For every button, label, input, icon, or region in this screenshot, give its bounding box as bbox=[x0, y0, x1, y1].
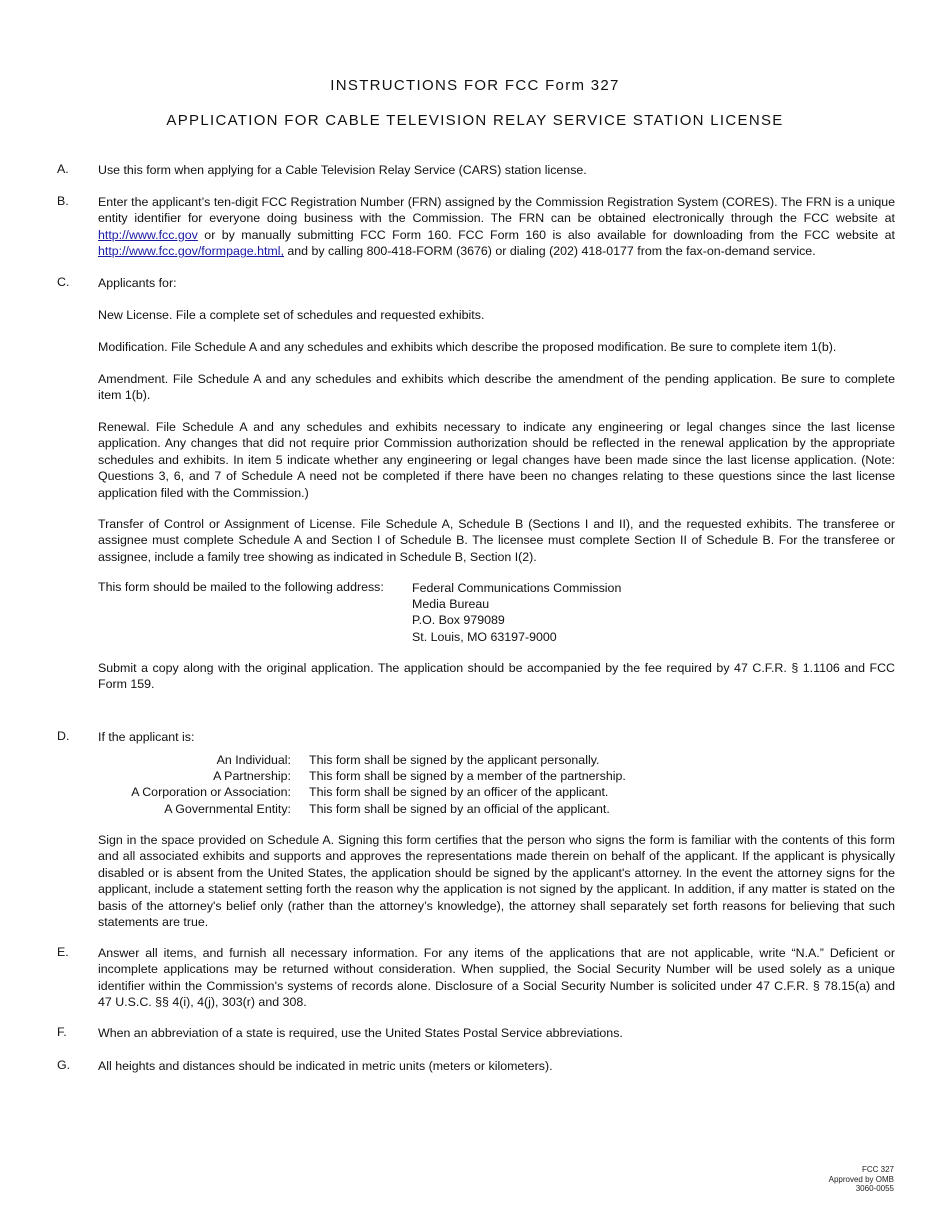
item-letter-b: B. bbox=[57, 194, 69, 208]
item-b-text bbox=[98, 194, 895, 260]
item-c-amendment: Amendment. File Schedule A and any schedules and exhibits which describe the amendment of the pending application. Be sure to complete item 1(b). bbox=[98, 372, 895, 403]
signer-role: A Governmental Entity: bbox=[164, 801, 291, 816]
item-c-submit: Submit a copy along with the original application. The application should be accompanied by the fee required by 47 C.F.R. § 1.1106 and FCC Form 159. bbox=[98, 661, 895, 692]
item-c-new-license: New License. File a complete set of schedules and requested exhibits. bbox=[98, 308, 485, 322]
form-footer bbox=[829, 1165, 894, 1194]
signer-row bbox=[98, 801, 626, 817]
item-c-renewal: Renewal. File Schedule A and any schedules and exhibits necessary to indicate any engineering or legal changes since the last license application. Any changes that did not require prior Commission authorization should be reflected in the renewal application by the appropriate schedules and exhibits. In item 5 indicate whether any engineering or legal changes have been made since the last license application. (Note: Questions 3, 6, and 7 of Schedule A need not be completed if there have been no changes relating to these questions since the last license application filed with the Commission.) bbox=[98, 420, 895, 500]
item-letter-c: C. bbox=[57, 275, 70, 289]
signer-row bbox=[98, 752, 626, 768]
item-c-transfer: Transfer of Control or Assignment of License. File Schedule A, Schedule B (Sections I and II), and the requested exhibits. The transferee or assignee must complete Schedule A and Section I of Schedule B. The licensee must complete Section II of Schedule B. For the transferee or assignee, include a family tree showing as indicated in Schedule B, Section I(2). bbox=[98, 517, 895, 564]
signer-role: A Partnership: bbox=[213, 769, 291, 784]
signer-rule: This form shall be signed by the applicant personally. bbox=[309, 753, 600, 767]
address-line: St. Louis, MO 63197-9000 bbox=[412, 629, 557, 644]
item-b-part2: or by manually submitting FCC Form 160. FCC Form 160 is also available for downloading from the FCC website at bbox=[197, 227, 895, 242]
mail-address bbox=[412, 580, 621, 645]
address-line: Media Bureau bbox=[412, 597, 490, 612]
item-b-part3: and by calling 800-418-FORM (3676) or dialing (202) 418-0177 from the fax-on-demand service. bbox=[283, 244, 816, 259]
item-letter-e: E. bbox=[57, 945, 69, 959]
item-letter-g: G. bbox=[57, 1058, 71, 1072]
footer-form-number: FCC 327 bbox=[861, 1165, 894, 1174]
signer-row bbox=[98, 768, 626, 784]
item-c-intro: Applicants for: bbox=[98, 276, 177, 290]
item-d-intro: If the applicant is: bbox=[98, 730, 195, 744]
signer-rule: This form shall be signed by a member of the partnership. bbox=[309, 769, 626, 784]
item-letter-d: D. bbox=[57, 729, 70, 743]
item-letter-f: F. bbox=[57, 1025, 67, 1039]
page-subtitle: APPLICATION FOR CABLE TELEVISION RELAY SERVICE STATION LICENSE bbox=[166, 112, 784, 129]
signer-rule: This form shall be signed by an officer of the applicant. bbox=[309, 785, 609, 800]
item-e-text: Answer all items, and furnish all necessary information. For any items of the applications that are not applicable, write “N.A.” Deficient or incomplete applications may be returned without consideration. When supplied, the Social Security Number will be used solely as a unique identifier within the Commission's systems of records alone. Disclosure of a Social Security Number is solicited under 47 C.F.R. § 78.15(a) and 47 U.S.C. §§ 4(i), 4(j), 303(r) and 308. bbox=[98, 946, 895, 1010]
signer-rule: This form shall be signed by an official of the applicant. bbox=[309, 801, 610, 816]
signer-role: A Corporation or Association: bbox=[131, 785, 291, 800]
item-a-text: Use this form when applying for a Cable Television Relay Service (CARS) station license. bbox=[98, 163, 587, 177]
fcc-website-link[interactable]: http://www.fcc.gov bbox=[98, 227, 198, 242]
item-f-text: When an abbreviation of a state is required, use the United States Postal Service abbreviations. bbox=[98, 1026, 623, 1040]
fcc-formpage-link[interactable]: http://www.fcc.gov/formpage.html, bbox=[98, 244, 284, 259]
page-title: INSTRUCTIONS FOR FCC Form 327 bbox=[330, 77, 620, 94]
footer-approved: Approved by OMB bbox=[828, 1174, 894, 1184]
signer-table bbox=[98, 752, 626, 817]
item-d-sign-text: Sign in the space provided on Schedule A. Signing this form certifies that the person who signs the form is familiar with the contents of this form and all associated exhibits and supports and approves the representations made therein on behalf of the applicant. If the applicant is physically disabled or is absent from the United States, the application should be signed by the applicant's attorney. In the event the attorney signs for the applicant, include a statement setting forth the reason why the application is not signed by the applicant. In addition, if any matter is stated on the basis of the attorney's belief only (rather than the attorney’s knowledge), the attorney shall separately set forth reasons for believing that such statements are true. bbox=[98, 833, 895, 930]
mail-address-label: This form should be mailed to the following address: bbox=[98, 580, 384, 594]
item-b-part1: Enter the applicant’s ten-digit FCC Registration Number (FRN) assigned by the Commission Registration System (CORES). The FRN is a unique entity identifier for everyone doing business with the Commission. The FRN can be obtained electronically through the FCC website at bbox=[98, 195, 895, 226]
item-letter-a: A. bbox=[57, 162, 69, 176]
item-c-modification: Modification. File Schedule A and any schedules and exhibits which describe the proposed modification. Be sure to complete item 1(b). bbox=[98, 340, 837, 354]
address-line: P.O. Box 979089 bbox=[412, 613, 505, 628]
signer-role: An Individual: bbox=[216, 753, 291, 767]
signer-row bbox=[98, 784, 626, 800]
footer-omb-number: 3060-0055 bbox=[855, 1184, 894, 1193]
address-line: Federal Communications Commission bbox=[412, 581, 622, 595]
item-g-text: All heights and distances should be indicated in metric units (meters or kilometers). bbox=[98, 1059, 553, 1073]
